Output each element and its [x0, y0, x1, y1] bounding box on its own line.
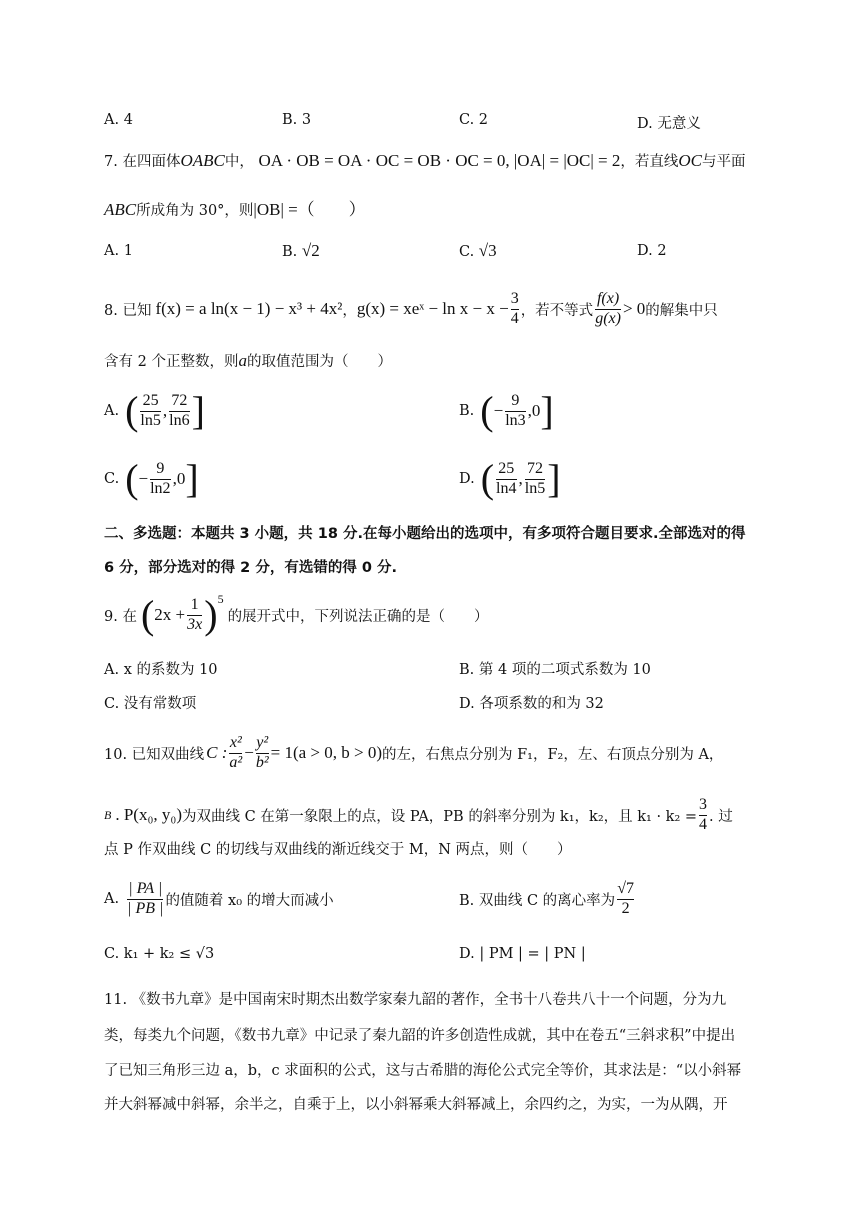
- q7-option-c: C. √3: [459, 241, 497, 260]
- q11-line2: 类，每类九个问题，《数书九章》中记录了秦九韶的许多创造性成就，其中在卷五“三斜求积”中提出: [104, 1028, 736, 1044]
- q9-option-a: A. x 的系数为 10: [104, 662, 218, 678]
- q7-option-d: D. 2: [637, 243, 667, 259]
- q8-option-d: D. ( $\frac{25}{\ln 4}$ , $\frac{72}{\ln 5}$ ]: [459, 456, 561, 501]
- q10-line1: 10. 已知双曲线 C : $\frac{\text{x²}}{\text{a²}}$ − $\frac{\text{y²}}{\text{b²}}$ = 1(a > 0, b > 0) 的左，右焦点分别为 F₁，F₂，左、右顶点分别为 A，: [104, 734, 724, 771]
- q8-line1: 8. 已知 f(x) = a ln(x − 1) − x³ + 4x² ， g(x) = xeˣ − ln x − x − $\frac{3}{4}$ ，若不等式 $\frac{f(x)}{g(x)}$ > 0 的解集中只: [104, 290, 718, 327]
- q10-line3: 点 P 作双曲线 C 的切线与双曲线的渐近线交于 M，N 两点，则（ ）: [104, 842, 572, 858]
- q11-line4: 并大斜幂减中斜幂，余半之，自乘于上，以小斜幂乘大斜幂减上，余四约之，为实，一为从隅，开: [104, 1097, 728, 1113]
- section2-heading-line2: 6 分，部分选对的得 2 分，有选错的得 0 分.: [104, 560, 398, 576]
- section2-heading-line1: 二、多选题：本题共 3 小题，共 18 分.在每小题给出的选项中，有多项符合题目要求.全部选对的得: [104, 526, 746, 542]
- q7-line1: 7. 在四面体OABC中， OA · OB = OA · OC = OB · OC = 0, |OA| = |OC| = 2，若直线OC与平面: [104, 151, 746, 170]
- q9-stem: 9. 在 ( 2x + $\frac{1}{3x}$ ) 5 的展开式中，下列说法正确的是（ ）: [104, 592, 489, 637]
- q10-option-c: C. k₁ + k₂ ≤ √3: [104, 946, 215, 962]
- q6-option-d: D. 无意义: [637, 116, 701, 132]
- q10-option-b: B. 双曲线 C 的离心率为 $\frac{√7}{2}$: [459, 880, 634, 917]
- q7-vector-equation: OA · OB = OA · OC = OB · OC = 0, |OA| = |OC| = 2: [258, 151, 621, 170]
- q7-option-b: B. √2: [282, 241, 320, 260]
- q7-option-a: A. 1: [104, 243, 133, 259]
- q9-option-d: D. 各项系数的和为 32: [459, 696, 604, 712]
- q6-option-b: B. 3: [282, 112, 312, 128]
- q10-option-a: A. $\frac{| PA |}{| PB |}$ 的值随着 x₀ 的增大而减小: [104, 880, 334, 917]
- q8-option-b: B. ( − $\frac{9}{\ln 3}$ ,0 ]: [459, 388, 554, 433]
- q7-line2: ABC所成角为 30°，则|OB| =（ ）: [104, 200, 366, 219]
- q11-line1: 11. 《数书九章》是中国南宋时期杰出数学家秦九韶的著作，全书十八卷共八十一个问题，分为九: [104, 992, 727, 1008]
- q6-option-c: C. 2: [459, 112, 489, 128]
- q11-line3: 了已知三角形三边 a，b，c 求面积的公式，这与古希腊的海伦公式完全等价，其求法是：“以小斜幂: [104, 1063, 742, 1079]
- q6-option-a: A. 4: [104, 112, 133, 128]
- q10-option-d: D. | PM | = | PN |: [459, 946, 586, 962]
- q9-option-c: C. 没有常数项: [104, 696, 197, 712]
- q10-line2: B . P(x₀, y₀) 为双曲线 C 在第一象限上的点，设 PA，PB 的斜率分别为 k₁，k₂，且 k₁ · k₂ = $\frac{3}{4}$ . 过: [104, 796, 733, 833]
- q9-option-b: B. 第 4 项的二项式系数为 10: [459, 662, 651, 678]
- q8-option-c: C. ( − $\frac{9}{\ln 2}$ ,0 ]: [104, 456, 199, 501]
- q8-line2: 含有 2 个正整数，则a的取值范围为（ ）: [104, 351, 392, 370]
- q8-option-a: A. ( $\frac{25}{\ln 5}$ , $\frac{72}{\ln 6}$ ]: [104, 388, 205, 433]
